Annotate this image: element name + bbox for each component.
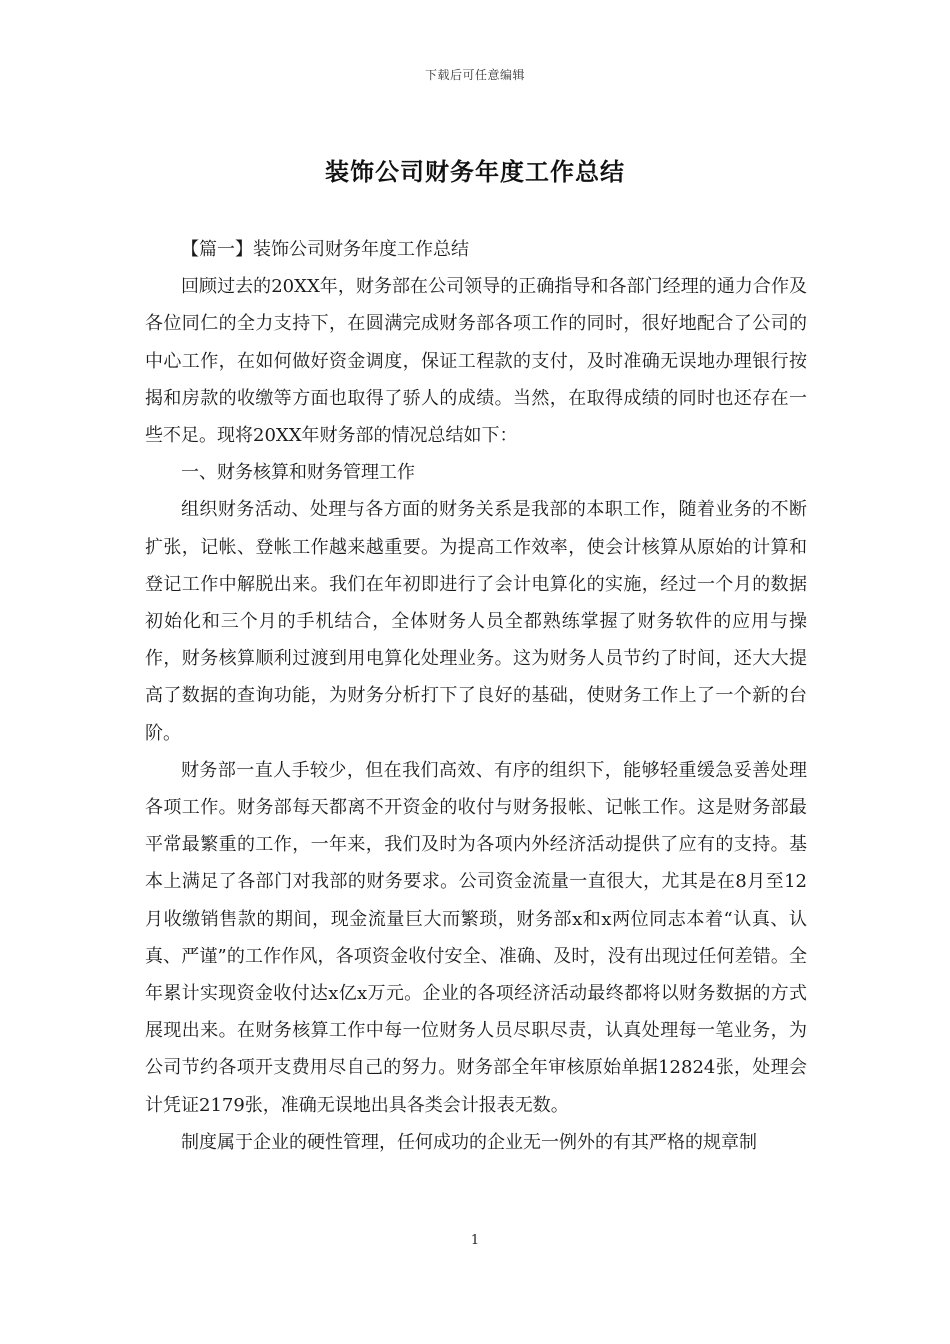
- section-heading: 【篇一】装饰公司财务年度工作总结: [181, 239, 469, 260]
- paragraph: 财务部一直人手较少，但在我们高效、有序的组织下，能够轻重缓急妥善处理各项工作。财务部每天都离不开资金的收付与财务报帐、记帐工作。这是财务部最平常最繁重的工作，一年来，我们及时为各项内外经济活动提供了应有的支持。基本上满足了各部门对我部的财务要求。公司资金流量一直很大，尤其是在8月至12月收缴销售款的期间，现金流量巨大而繁琐，财务部x和x两位同志本着“认真、认真、严谨”的工作作风，各项资金收付安全、准确、及时，没有出现过任何差错。全年累计实现资金收付达x亿x万元。企业的各项经济活动最终都将以财务数据的方式展现出来。在财务核算工作中每一位财务人员尽职尽责，认真处理每一笔业务，为公司节约各项开支费用尽自己的努力。财务部全年审核原始单据12824张，处理会计凭证2179张，准确无误地出具各类会计报表无数。: [145, 759, 807, 1116]
- document-body: [145, 231, 807, 1161]
- paragraph: 回顾过去的20XX年，财务部在公司领导的正确指导和各部门经理的通力合作及各位同仁的全力支持下，在圆满完成财务部各项工作的同时，很好地配合了公司的中心工作，在如何做好资金调度，保证工程款的支付，及时准确无误地办理银行按揭和房款的收缴等方面也取得了骄人的成绩。当然，在取得成绩的同时也还存在一些不足。现将20XX年财务部的情况总结如下：: [145, 276, 807, 447]
- paragraph: 制度属于企业的硬性管理，任何成功的企业无一例外的有其严格的规章制: [181, 1131, 757, 1153]
- paragraph: 组织财务活动、处理与各方面的财务关系是我部的本职工作，随着业务的不断扩张，记帐、登帐工作越来越重要。为提高工作效率，使会计核算从原始的计算和登记工作中解脱出来。我们在年初即进行了会计电算化的实施，经过一个月的数据初始化和三个月的手机结合，全体财务人员全都熟练掌握了财务软件的应用与操作，财务核算顺利过渡到用电算化处理业务。这为财务人员节约了时间，还大大提高了数据的查询功能，为财务分析打下了良好的基础，使财务工作上了一个新的台阶。: [145, 499, 807, 744]
- page-number: 1: [470, 1233, 480, 1248]
- subsection-heading: 一、财务核算和财务管理工作: [181, 462, 415, 484]
- header-note: 下载后可任意编辑: [424, 68, 525, 82]
- document-title: 装饰公司财务年度工作总结: [325, 158, 625, 186]
